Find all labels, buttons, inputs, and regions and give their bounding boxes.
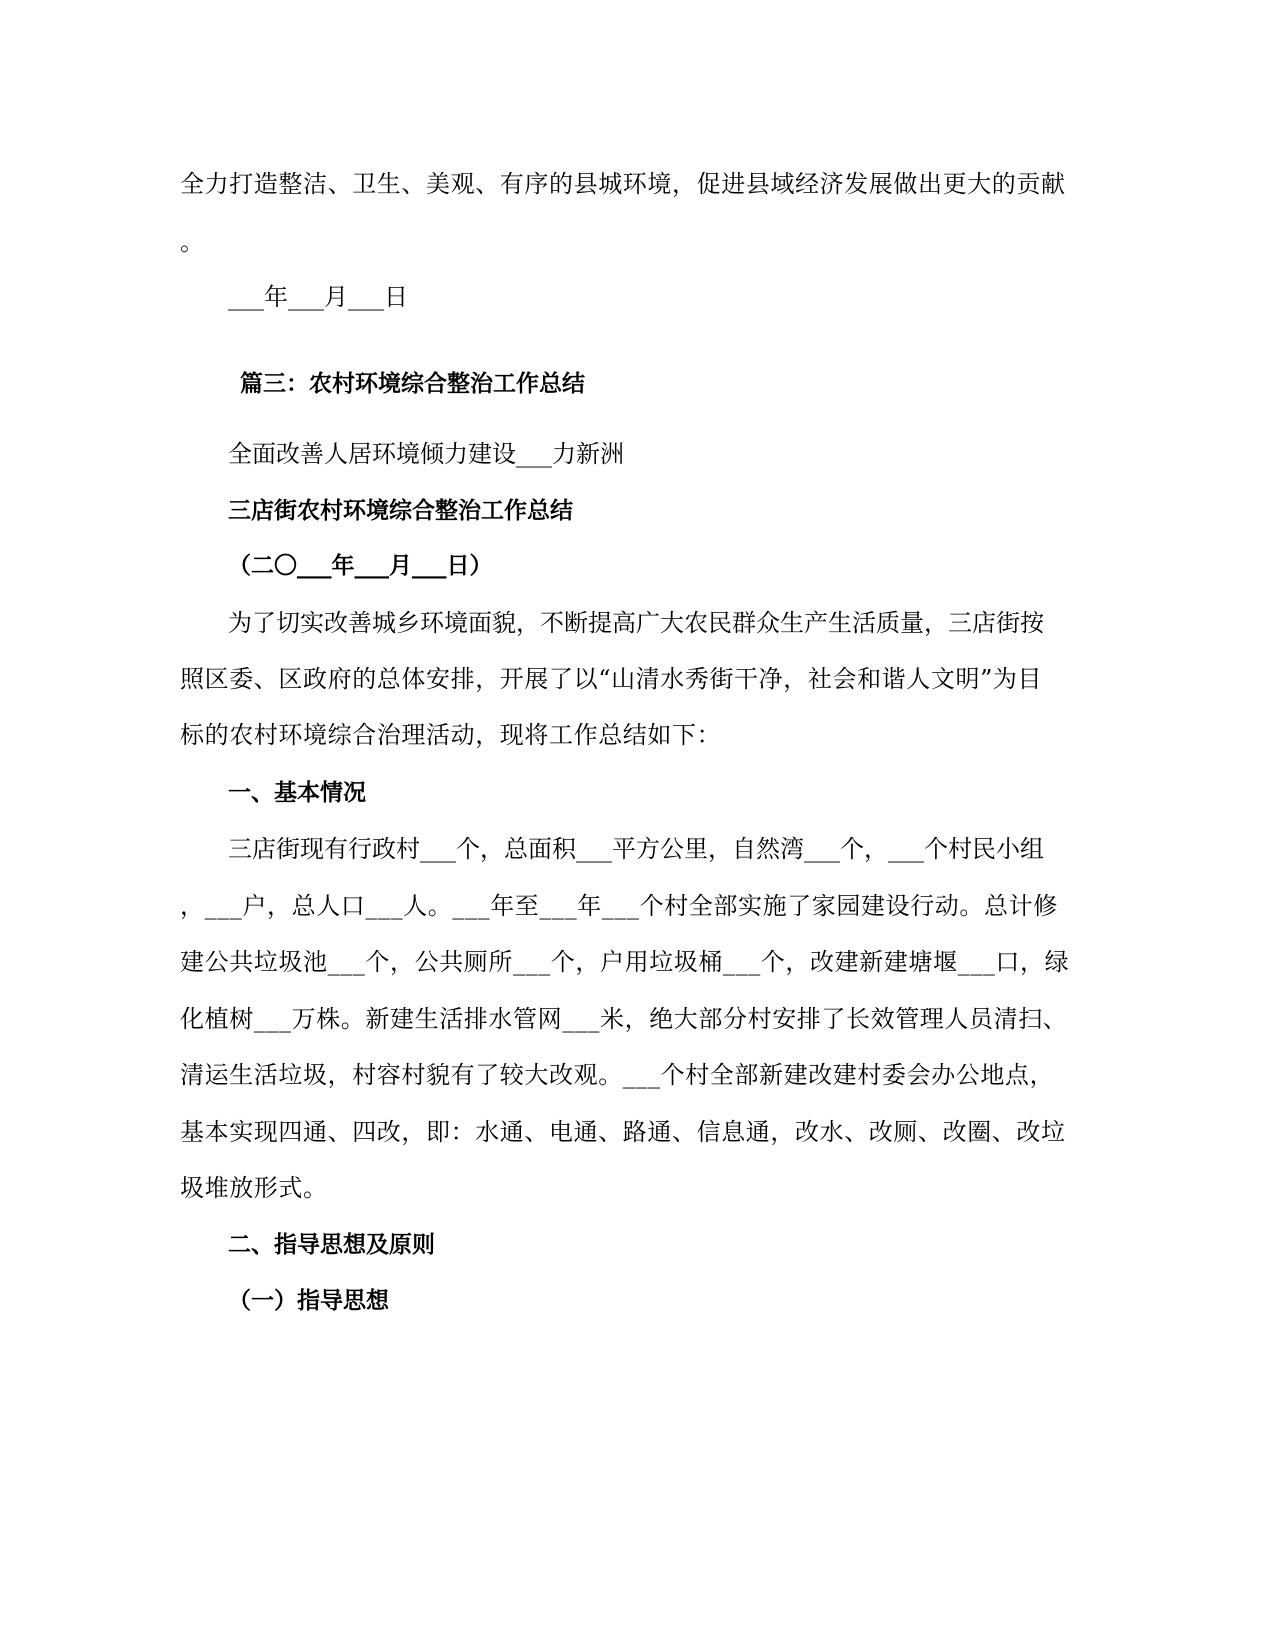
subtitle-line: 全面改善人居环境倾力建设___力新洲 <box>228 440 624 468</box>
section-title: 篇三：农村环境综合整治工作总结 <box>240 371 585 397</box>
paragraph-line: 为了切实改善城乡环境面貌，不断提高广大农民群众生产生活质量，三店街按 <box>228 609 1044 637</box>
paragraph-line: 全力打造整洁、卫生、美观、有序的县城环境，促进县域经济发展做出更大的贡献 <box>180 170 1066 198</box>
document-title: 三店街农村环境综合整治工作总结 <box>228 498 573 524</box>
heading-basic-situation: 一、基本情况 <box>228 780 366 806</box>
paragraph-line: 。 <box>180 228 205 256</box>
paragraph-line: 化植树___万株。新建生活排水管网___米，绝大部分村安排了长效管理人员清扫、 <box>180 1005 1068 1033</box>
date-line: ___年___月___日 <box>228 283 408 311</box>
paragraph-line: 三店街现有行政村___个，总面积___平方公里，自然湾___个，___个村民小组 <box>228 835 1044 863</box>
heading-guiding-principles: 二、指导思想及原则 <box>228 1232 435 1258</box>
subheading-guiding-thought: （一）指导思想 <box>228 1288 389 1314</box>
paragraph-line: 建公共垃圾池___个，公共厕所___个，户用垃圾桶___个，改建新建塘堰___口，绿 <box>180 948 1070 976</box>
paragraph-line: 清运生活垃圾，村容村貌有了较大改观。___个村全部新建改建村委会办公地点， <box>180 1061 1055 1089</box>
paragraph-line: 圾堆放形式。 <box>180 1174 328 1202</box>
paragraph-line: ，___户，总人口___人。___年至___年___个村全部实施了家园建设行动。总计修 <box>180 892 1058 920</box>
document-date: （二〇___年___月___日） <box>228 553 493 579</box>
paragraph-line: 标的农村环境综合治理活动，现将工作总结如下： <box>180 721 722 749</box>
paragraph-line: 照区委、区政府的总体安排，开展了以“山清水秀街干净，社会和谐人文明”为目 <box>180 665 1043 693</box>
paragraph-line: 基本实现四通、四改，即：水通、电通、路通、信息通，改水、改厕、改圈、改垃 <box>180 1118 1066 1146</box>
